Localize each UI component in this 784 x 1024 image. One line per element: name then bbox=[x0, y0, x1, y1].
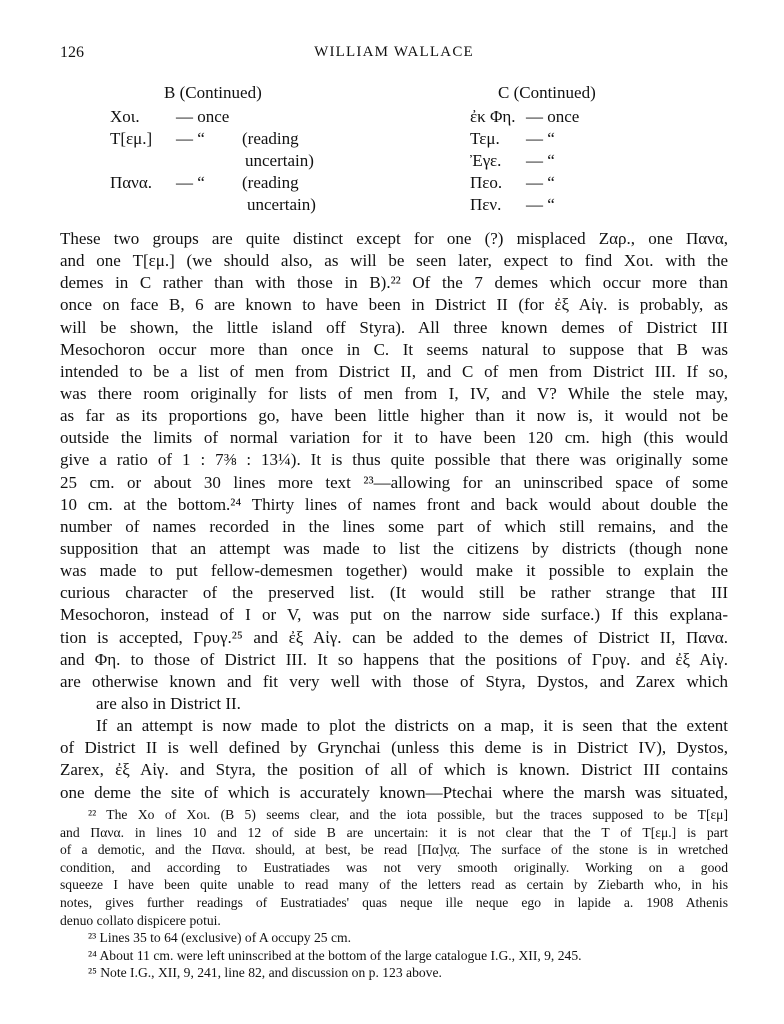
text-line: and one Τ[εμ.] (we should also, as will be seen later, expect to find Χοι. with the bbox=[60, 251, 728, 271]
footnote-line: ²³ Lines 35 to 64 (exclusive) of A occupy 25 cm. bbox=[88, 930, 351, 946]
deme-name: Τεμ. bbox=[470, 129, 500, 148]
text-line: number of names recorded in the lines some part of which still remains, and the bbox=[60, 516, 728, 536]
footnote-line: squeeze I have been quite unable to read many of the letters read as certain by Ziebarth who, in his bbox=[60, 877, 728, 893]
footnote-line: notes, gives further readings of Eustratiades' quas neque ille neque ego in lapide a. 1908 Athenis bbox=[60, 894, 728, 910]
text-line: was made to put fellow-demesmen together) would make it possible to explain the bbox=[60, 561, 728, 581]
text-line: tion is accepted, Γρυγ.²⁵ and ἐξ Αἰγ. can be added to the demes of District II, Πανα. bbox=[60, 627, 728, 647]
text-line: and Φη. to those of District III. It so happens that the positions of Γρυγ. and ἐξ Αἰγ. bbox=[60, 649, 728, 669]
text-line: demes in C rather than with those in B).²² Of the 7 demes which occur more than bbox=[60, 273, 728, 293]
deme-count: — “ bbox=[526, 151, 555, 170]
text-line: Mesochoron, instead of I or V, was put on the narrow side surface.) If this explana- bbox=[60, 605, 728, 625]
text-line: If an attempt is now made to plot the districts on a map, it is seen that the extent bbox=[96, 716, 728, 736]
deme-note: (reading bbox=[242, 129, 299, 148]
running-header bbox=[60, 44, 728, 66]
deme-count: — “ bbox=[526, 129, 555, 148]
deme-name: Τ[εμ.] bbox=[110, 129, 153, 148]
page-number: 126 bbox=[60, 44, 84, 61]
text-line: one deme the site of which is accurately known—Ptechai where the marsh was situated, bbox=[60, 782, 728, 802]
text-line: supposition that an attempt was made to list the citizens by districts (though none bbox=[60, 538, 728, 558]
footnote-line: denuo collato dispicere potui. bbox=[60, 912, 221, 928]
footnote-line: and Πανα. in lines 10 and 12 of side B are uncertain: it is not clear that the Τ of Τ[εμ.] is part bbox=[60, 824, 728, 840]
deme-note: (reading bbox=[242, 173, 299, 192]
footnote-23 bbox=[60, 929, 728, 947]
footnote-line: condition, and according to Eustratiades was not very smooth originally. Working on a good bbox=[60, 859, 728, 875]
text-line: 10 cm. at the bottom.²⁴ Thirty lines of names front and back would about double the bbox=[60, 494, 728, 514]
text-line: are otherwise known and fit very well with those of Styra, Dystos, and Zarex which bbox=[60, 671, 728, 691]
text-line: give a ratio of 1 : 7⅜ : 13¼). It is thus quite possible that there was originally some bbox=[60, 450, 728, 470]
text-line: 25 cm. or about 30 lines more text ²³—allowing for an uninscribed space of some bbox=[60, 472, 728, 492]
body-text bbox=[60, 228, 728, 804]
text-line: are also in District II. bbox=[96, 693, 241, 713]
deme-name: Πεν. bbox=[470, 195, 502, 214]
deme-name: Χοι. bbox=[110, 107, 140, 126]
deme-name: Ἐγε. bbox=[470, 151, 502, 170]
deme-count: — once bbox=[176, 107, 230, 126]
table-b-heading: B (Continued) bbox=[164, 83, 262, 102]
table-c-heading: C (Continued) bbox=[498, 83, 596, 102]
footnote-25 bbox=[60, 964, 728, 982]
text-line: once on face B, 6 are known to have been in District II (for ἐξ Αἰγ. is probably, as bbox=[60, 295, 728, 315]
text-line: These two groups are quite distinct except for one (?) misplaced Ζαρ., one Πανα, bbox=[60, 229, 728, 248]
deme-count: — once bbox=[526, 107, 580, 126]
text-line: outside the limits of normal variation for it to have been 120 cm. high (this would bbox=[60, 428, 728, 448]
deme-count: — “ bbox=[176, 173, 205, 192]
text-line: as far as its proportions go, have been little higher than it now is, it would not be bbox=[60, 406, 728, 426]
deme-note: uncertain) bbox=[245, 151, 314, 170]
text-line: curious character of the preserved list. (It would still be rather strange that III bbox=[60, 583, 728, 603]
paragraph-2 bbox=[60, 715, 728, 804]
footnote-24 bbox=[60, 947, 728, 965]
footnote-line: ²⁴ About 11 cm. were left uninscribed at the bottom of the large catalogue I.G., XII, 9, 245. bbox=[88, 947, 582, 963]
footnote-line: ²⁵ Note I.G., XII, 9, 241, line 82, and discussion on p. 123 above. bbox=[88, 965, 442, 981]
text-line: Zarex, ἐξ Αἰγ. and Styra, the position of all of which is known. District III contains bbox=[60, 760, 728, 780]
footnote-line: ²² The Χο of Χοι. (B 5) seems clear, and the iota possible, but the traces supposed to be Τ[εμ] bbox=[88, 807, 728, 822]
text-line: intended to be a list of men from District II, and C of men from District III. If so, bbox=[60, 361, 728, 381]
deme-name: ἐκ Φη. bbox=[470, 107, 516, 126]
footnote-22 bbox=[60, 806, 728, 929]
deme-name: Πεο. bbox=[470, 173, 503, 192]
footnotes bbox=[60, 806, 728, 982]
deme-count: — “ bbox=[526, 173, 555, 192]
text-line: will be shown, the little island off Styra). All three known demes of District III bbox=[60, 317, 728, 337]
deme-count: — “ bbox=[176, 129, 205, 148]
deme-note: uncertain) bbox=[247, 195, 316, 214]
running-title: WILLIAM WALLACE bbox=[314, 44, 474, 60]
text-line: was there room originally for lists of men from I, IV, and V? While the stele may, bbox=[60, 383, 728, 403]
text-line: of District II is well defined by Grynchai (unless this deme is in District IV), Dystos, bbox=[60, 738, 728, 758]
footnote-line: of a demotic, and the Πανα. should, at best, be read [Πα]ν̣α̣. The surface of the stone is in wretched bbox=[60, 842, 728, 858]
text-line: Mesochoron occur more than once in C. It seems natural to suppose that B was bbox=[60, 339, 728, 359]
deme-name: Πανα. bbox=[110, 173, 153, 192]
deme-count: — “ bbox=[526, 195, 555, 214]
paragraph-1 bbox=[60, 228, 728, 715]
